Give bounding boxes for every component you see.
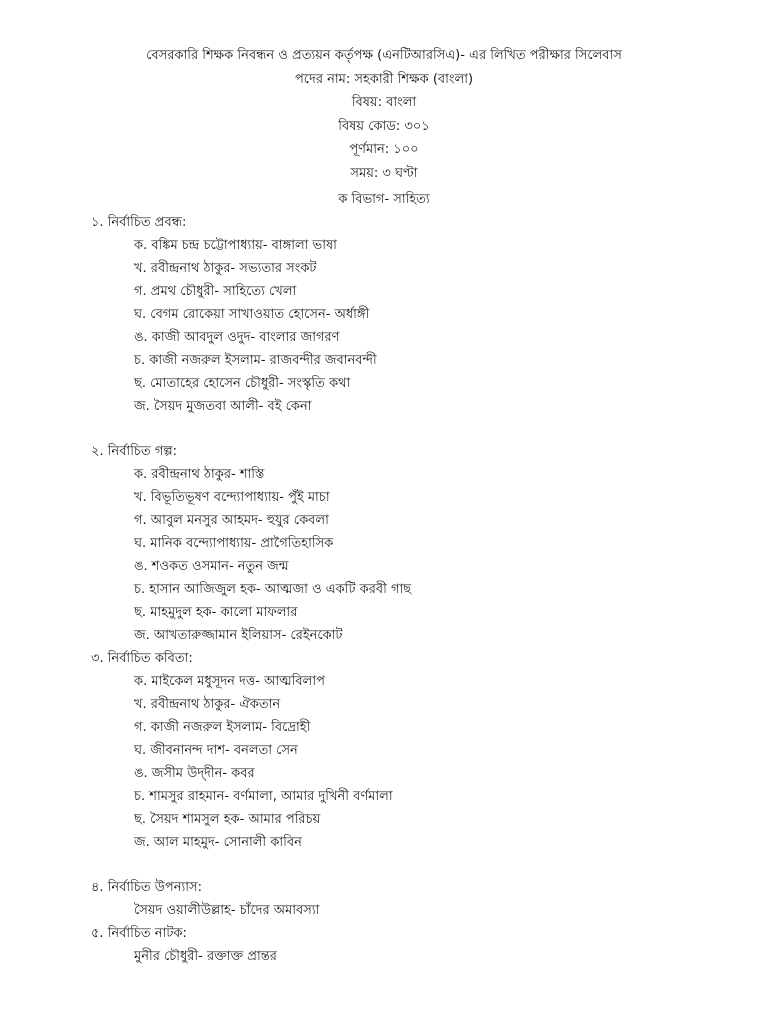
list-item: ক. বঙ্কিম চন্দ্র চট্টোপাধ্যায়- বাঙ্গালা ভাষা [134, 238, 337, 253]
list-item: ঘ. মানিক বন্দ্যোপাধ্যায়- প্রাগৈতিহাসিক [134, 536, 334, 551]
list-item: খ. রবীন্দ্রনাথ ঠাকুর- সভ্যতার সংকট [134, 261, 317, 276]
section-heading: ৩. নির্বাচিত কবিতা: [91, 651, 193, 666]
syllabus-header [0, 44, 768, 185]
list-item: ঙ. জসীম উদ্‌দীন- কবর [134, 766, 255, 781]
section-stories [91, 440, 741, 647]
list-item: চ. হাসান আজিজুল হক- আত্মজা ও একটি করবী গাছ [134, 582, 412, 597]
subject-name: বিষয়: বাংলা [351, 95, 417, 110]
syllabus-sections [91, 211, 741, 968]
list-item: গ. আবুল মনসুর আহমদ- হুযুর কেবলা [134, 513, 329, 528]
list-item: চ. শামসুর রাহমান- বর্ণমালা, আমার দুখিনী বর্ণমালা [134, 789, 393, 804]
document-title: বেসরকারি শিক্ষক নিবন্ধন ও প্রত্যয়ন কর্তৃপক্ষ (এনটিআরসিএ)- এর লিখিত পরীক্ষার সিলেবাস [146, 48, 622, 63]
list-item: ছ. মাহমুদুল হক- কালো মাফলার [134, 605, 298, 620]
list-item: ছ. সৈয়দ শামসুল হক- আমার পরিচয় [134, 812, 321, 827]
list-item: ঙ. শওকত ওসমান- নতুন জন্ম [134, 559, 289, 574]
section-drama [91, 922, 741, 968]
list-item: সৈয়দ ওয়ালীউল্লাহ- চাঁদের অমাবস্যা [134, 903, 320, 918]
list-item: ঘ. বেগম রোকেয়া সাখাওয়াত হোসেন- অর্ধাঙ্গী [134, 307, 370, 322]
full-marks: পূর্ণমান: ১০০ [349, 142, 419, 157]
list-item: জ. সৈয়দ মুজতবা আলী- বই কেনা [134, 399, 312, 414]
list-item: জ. আল মাহমুদ- সোনালী কাবিন [134, 835, 302, 850]
section-novel [91, 876, 741, 922]
section-heading: ৪. নির্বাচিত উপন্যাস: [91, 880, 203, 895]
list-item: খ. বিভূতিভূষণ বন্দ্যোপাধ্যায়- পুঁই মাচা [134, 490, 330, 505]
section-poems [91, 647, 741, 854]
section-heading: ১. নির্বাচিত প্রবন্ধ: [91, 215, 187, 230]
section-spacer [91, 418, 741, 440]
list-item: জ. আখতারুজ্জামান ইলিয়াস- রেইনকোট [134, 628, 343, 643]
list-item: ক. রবীন্দ্রনাথ ঠাকুর- শাস্তি [134, 467, 265, 482]
list-item: ঘ. জীবনানন্দ দাশ- বনলতা সেন [134, 743, 298, 758]
list-item: মুনীর চৌধুরী- রক্তাক্ত প্রান্তর [134, 949, 277, 964]
list-item: চ. কাজী নজরুল ইসলাম- রাজবন্দীর জবানবন্দী [134, 353, 377, 368]
list-item: ক. মাইকেল মধুসূদন দত্ত- আত্মবিলাপ [134, 674, 325, 689]
list-item: ঙ. কাজী আবদুল ওদুদ- বাংলার জাগরণ [134, 330, 340, 345]
list-item: খ. রবীন্দ্রনাথ ঠাকুর- ঐকতান [134, 697, 281, 712]
list-item: ছ. মোতাহের হোসেন চৌধুরী- সংস্কৃতি কথা [134, 376, 351, 391]
section-essays [91, 211, 741, 418]
exam-duration: সময়: ৩ ঘণ্টা [350, 165, 418, 181]
post-name: পদের নাম: সহকারী শিক্ষক (বাংলা) [294, 71, 474, 87]
list-item: গ. প্রমথ চৌধুরী- সাহিত্যে খেলা [134, 284, 297, 299]
list-item: গ. কাজী নজরুল ইসলাম- বিদ্রোহী [134, 720, 311, 735]
subject-code: বিষয় কোড: ৩০১ [338, 118, 430, 134]
division-heading: ক বিভাগ- সাহিত্য [338, 192, 430, 207]
section-heading: ২. নির্বাচিত গল্প: [91, 444, 178, 459]
section-heading: ৫. নির্বাচিত নাটক: [91, 926, 187, 941]
section-spacer [91, 854, 741, 876]
